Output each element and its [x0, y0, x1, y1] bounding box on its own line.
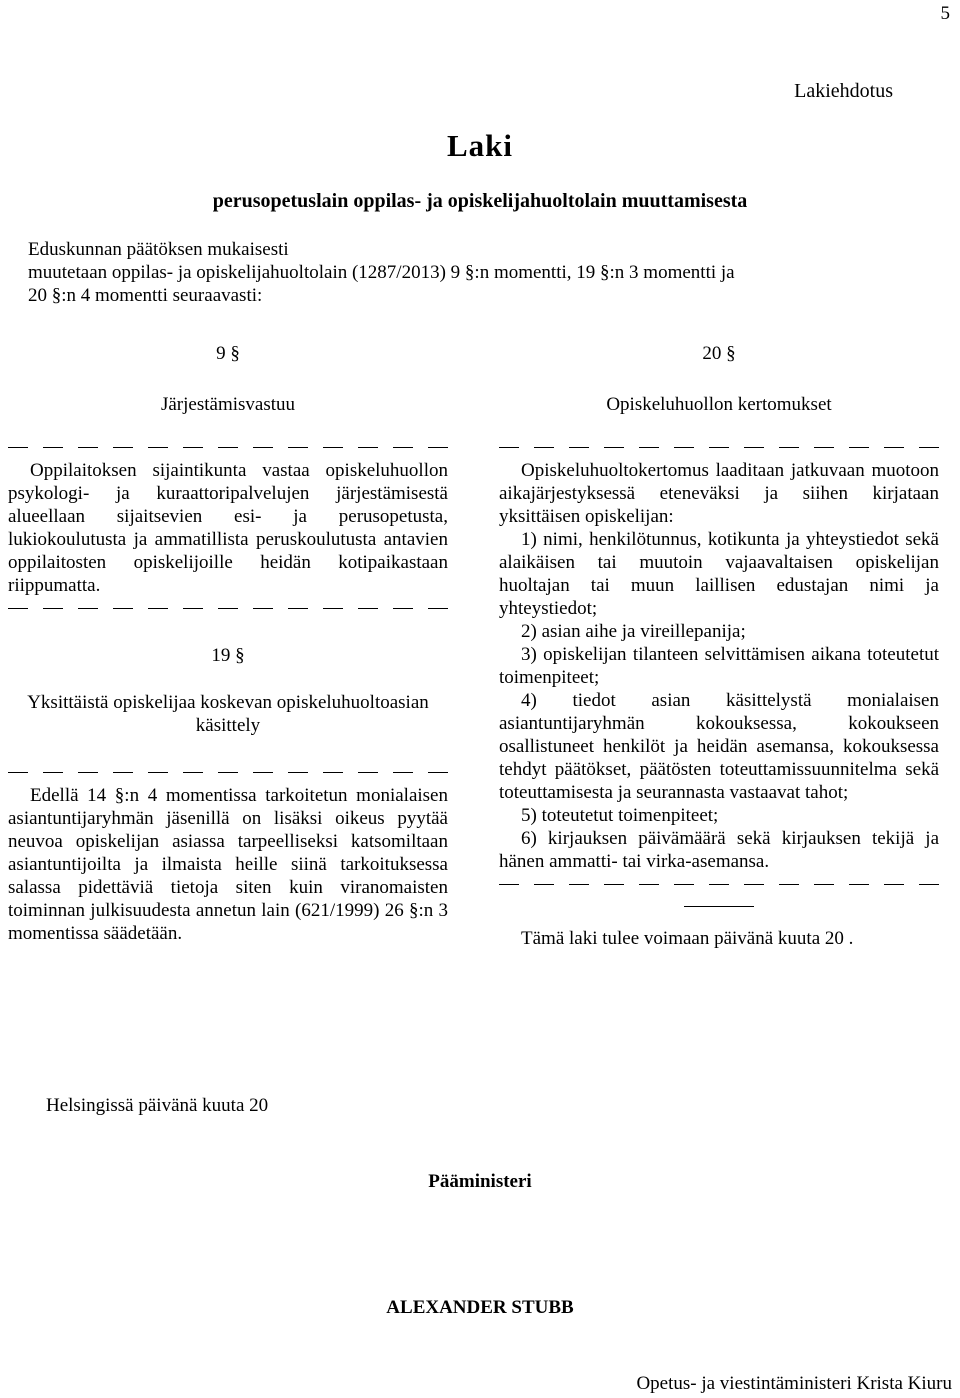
preamble [28, 238, 948, 307]
omission-dashes [8, 436, 448, 459]
omission-dashes [499, 436, 939, 459]
section-19-number: 19 § [211, 645, 245, 666]
section-20-item-2: 2) asian aihe ja vireillepanija; [521, 621, 746, 642]
left-column [8, 342, 448, 945]
law-title: Laki [446, 128, 514, 163]
omission-dashes [499, 873, 939, 896]
minister-signature: Opetus- ja viestintäministeri Krista Kiuru [636, 1373, 952, 1394]
section-19-title: Yksittäistä opiskelijaa koskevan opiskeluhuoltoasian käsittely [27, 692, 429, 736]
section-20-item-3: 3) opiskelijan tilanteen selvittämisen aikana toteutetut toimenpiteet; [499, 644, 939, 688]
section-20-item-4: 4) tiedot asian käsittelystä monialaisen asiantuntijaryhmän kokouksessa, kokoukseen osallistuneet henkilöt ja heidän asemansa, kokouksessa tehdyt päätökset, päätösten toteuttamissuunnitelma sekä toteuttamisesta ja seurannasta vastaavat tahot; [499, 690, 939, 803]
section-20-item-5: 5) toteutetut toimenpiteet; [521, 805, 719, 826]
law-subtitle: perusopetuslain oppilas- ja opiskelijahuoltolain muuttamisesta [212, 190, 748, 212]
section-20-intro: Opiskeluhuoltokertomus laaditaan jatkuvaan muotoon aikajärjestyksessä eteneväksi ja siihen kirjataan yksittäisen opiskelijan: [499, 460, 939, 527]
section-20-item-1: 1) nimi, henkilötunnus, kotikunta ja yhteystiedot sekä alaikäisen tai muutoin vajaavaltaisen opiskelijan huoltajan tai muun laillisen edustajan nimi ja yhteystiedot; [499, 529, 939, 619]
preamble-line-1: Eduskunnan päätöksen mukaisesti [28, 239, 289, 260]
section-19-text: Edellä 14 §:n 4 momentissa tarkoitetun monialaisen asiantuntijaryhmän jäsenillä on lisäksi oikeus pyytää neuvoa opiskelijan asiassa tarpeelliseksi katsomiltaan asiantuntijoilta ja ilmaista heille siinä tarkoituksessa salassa pidettäviä tietoja siten kuin viranomaisten toiminnan julkisuudesta annetun lain (621/1999) 26 §:n 3 momentissa säädetään. [8, 785, 448, 944]
prime-minister-title: Pääministeri [428, 1171, 532, 1192]
section-9-number: 9 § [216, 343, 240, 364]
signature-place-date: Helsingissä päivänä kuuta 20 [46, 1095, 269, 1116]
preamble-line-2: muutetaan oppilas- ja opiskelijahuoltolain (1287/2013) 9 §:n momentti, 19 §:n 3 momentti ja [28, 262, 735, 283]
section-20-item-6: 6) kirjauksen päivämäärä sekä kirjauksen tekijä ja hänen ammatti- tai virka-asemansa. [499, 828, 939, 872]
section-9-text: Oppilaitoksen sijaintikunta vastaa opiskeluhuollon psykologi- ja kuraattoripalvelujen järjestämisestä alueellaan sijaitsevien esi- ja perusopetusta, lukiokoulutusta ja ammatillista peruskoulutusta antavien oppilaitosten opiskelijoille heidän kotipaikastaan riippumatta. [8, 460, 448, 596]
section-20-title: Opiskeluhuollon kertomukset [606, 394, 832, 415]
section-20-text [499, 459, 939, 873]
prime-minister-name: ALEXANDER STUBB [386, 1297, 574, 1318]
page-number: 5 [940, 3, 950, 24]
preamble-line-3: 20 §:n 4 momentti seuraavasti: [28, 285, 263, 306]
section-9-title: Järjestämisvastuu [160, 394, 296, 415]
section-20-number: 20 § [702, 343, 736, 364]
omission-dashes [8, 597, 448, 620]
omission-dashes [8, 761, 448, 784]
entry-into-force: Tämä laki tulee voimaan päivänä kuuta 20 . [521, 928, 854, 949]
right-column [499, 342, 939, 950]
document-type-label: Lakiehdotus [794, 80, 893, 102]
